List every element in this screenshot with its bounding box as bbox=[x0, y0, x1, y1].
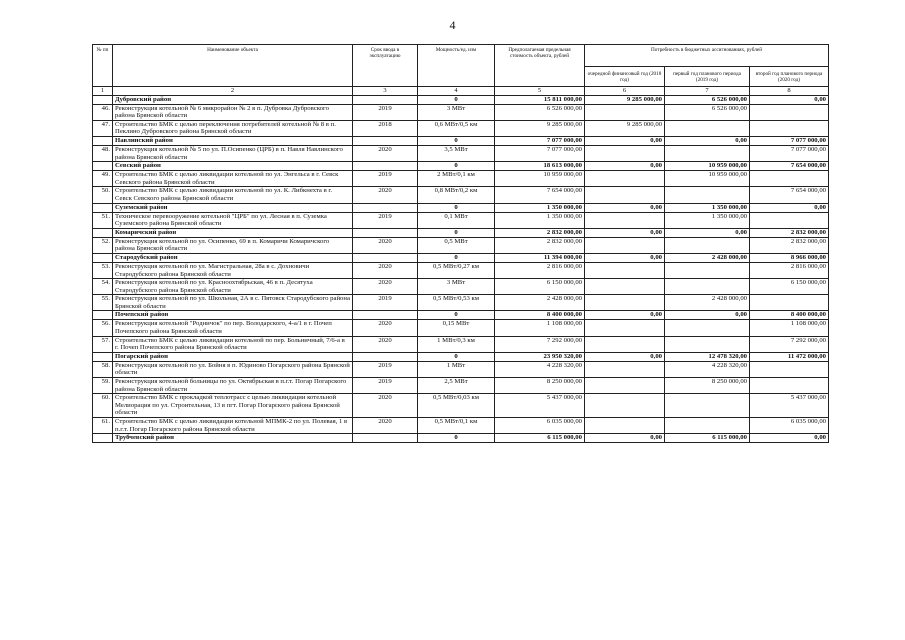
need-2020 bbox=[750, 295, 829, 311]
row-number: 53. bbox=[93, 262, 113, 278]
need-2018: 9 285 000,00 bbox=[585, 120, 665, 136]
max-cost: 2 428 000,00 bbox=[495, 295, 585, 311]
object-name: Реконструкция котельной по ул. Бойня в п. Юдиново Погарского района Брянской области bbox=[113, 361, 353, 377]
header-capacity: Мощность/ед. изм bbox=[418, 45, 495, 87]
need-2019 bbox=[665, 394, 750, 418]
table-row bbox=[93, 171, 829, 187]
need-2019 bbox=[665, 237, 750, 253]
table-row bbox=[93, 336, 829, 352]
column-number: 2 bbox=[113, 87, 353, 96]
object-name: Стародубский район bbox=[113, 253, 353, 262]
need-2020: 8 400 000,00 bbox=[750, 311, 829, 320]
table-row bbox=[93, 394, 829, 418]
need-2019 bbox=[665, 145, 750, 161]
max-cost: 6 150 000,00 bbox=[495, 279, 585, 295]
table-row bbox=[93, 104, 829, 120]
object-name: Реконструкция котельной по ул. Осипенко, 69 в п. Комаричи Комаричского района Брянской области bbox=[113, 237, 353, 253]
commission-year: 2020 bbox=[353, 145, 418, 161]
commission-year bbox=[353, 162, 418, 171]
need-2018: 0,00 bbox=[585, 253, 665, 262]
row-number: 59. bbox=[93, 378, 113, 394]
object-name: Реконструкция котельной № 5 по ул. П.Осипенко (ЦРБ) в п. Навля Навлинского района Брянской области bbox=[113, 145, 353, 161]
header-cost: Предполагаемая предельная стоимость объекта, рублей bbox=[495, 45, 585, 87]
max-cost: 1 108 000,00 bbox=[495, 320, 585, 336]
table-row bbox=[93, 237, 829, 253]
table-row bbox=[93, 279, 829, 295]
row-number: 46. bbox=[93, 104, 113, 120]
row-number bbox=[93, 228, 113, 237]
need-2020 bbox=[750, 212, 829, 228]
need-2019 bbox=[665, 320, 750, 336]
need-2018: 0,00 bbox=[585, 228, 665, 237]
max-cost: 6 526 000,00 bbox=[495, 104, 585, 120]
capacity: 0,5 МВт/0,03 км bbox=[418, 394, 495, 418]
commission-year bbox=[353, 203, 418, 212]
need-2020: 2 832 000,00 bbox=[750, 237, 829, 253]
need-2020: 2 832 000,00 bbox=[750, 228, 829, 237]
capacity: 3 МВт bbox=[418, 279, 495, 295]
table-row bbox=[93, 295, 829, 311]
max-cost: 7 077 000,00 bbox=[495, 145, 585, 161]
max-cost: 4 228 320,00 bbox=[495, 361, 585, 377]
commission-year: 2019 bbox=[353, 212, 418, 228]
row-number: 51. bbox=[93, 212, 113, 228]
need-2019: 0,00 bbox=[665, 311, 750, 320]
max-cost: 8 250 000,00 bbox=[495, 378, 585, 394]
need-2018 bbox=[585, 212, 665, 228]
max-cost: 5 437 000,00 bbox=[495, 394, 585, 418]
column-number: 8 bbox=[750, 87, 829, 96]
object-name: Севский район bbox=[113, 162, 353, 171]
max-cost: 11 394 000,00 bbox=[495, 253, 585, 262]
row-number: 56. bbox=[93, 320, 113, 336]
need-2020: 0,00 bbox=[750, 95, 829, 104]
object-name: Строительство БМК с целью ликвидации котельной по пер. Больничный, 7/6-а в г. Почеп Почепского района Брянской области bbox=[113, 336, 353, 352]
table-row bbox=[93, 120, 829, 136]
need-2018 bbox=[585, 336, 665, 352]
capacity: 0 bbox=[418, 203, 495, 212]
row-number: 58. bbox=[93, 361, 113, 377]
need-2020: 7 292 000,00 bbox=[750, 336, 829, 352]
capacity: 0 bbox=[418, 136, 495, 145]
need-2020: 6 035 000,00 bbox=[750, 418, 829, 434]
capacity: 0,5 МВт/0,27 км bbox=[418, 262, 495, 278]
capacity: 0 bbox=[418, 352, 495, 361]
commission-year: 2020 bbox=[353, 262, 418, 278]
need-2019 bbox=[665, 187, 750, 203]
header-year-3: второй год планового периода (2020 год) bbox=[750, 67, 829, 87]
max-cost: 2 832 000,00 bbox=[495, 228, 585, 237]
max-cost: 8 400 000,00 bbox=[495, 311, 585, 320]
commission-year bbox=[353, 228, 418, 237]
capacity: 0,1 МВт bbox=[418, 212, 495, 228]
commission-year: 2020 bbox=[353, 320, 418, 336]
need-2019: 0,00 bbox=[665, 228, 750, 237]
district-row bbox=[93, 162, 829, 171]
need-2019: 1 350 000,00 bbox=[665, 203, 750, 212]
commission-year: 2019 bbox=[353, 171, 418, 187]
district-row bbox=[93, 434, 829, 443]
need-2019: 10 959 000,00 bbox=[665, 162, 750, 171]
commission-year: 2020 bbox=[353, 394, 418, 418]
need-2018 bbox=[585, 237, 665, 253]
commission-year: 2020 bbox=[353, 237, 418, 253]
max-cost: 6 115 000,00 bbox=[495, 434, 585, 443]
column-number: 6 bbox=[585, 87, 665, 96]
object-name: Строительство БМК с целью ликвидации котельной по ул. К. Либкнехта в г. Севск Севского района Брянской области bbox=[113, 187, 353, 203]
table-row bbox=[93, 361, 829, 377]
object-name: Реконструкция котельной больницы по ул. Октябрьская в п.г.т. Погар Погарского района Брянской области bbox=[113, 378, 353, 394]
need-2020: 7 654 000,00 bbox=[750, 187, 829, 203]
max-cost: 18 613 000,00 bbox=[495, 162, 585, 171]
object-name: Реконструкция котельной по ул. Магистральная, 28а в с. Дохновичи Стародубского района Брянской области bbox=[113, 262, 353, 278]
object-name: Реконструкция котельной "Родничок" по пер. Володарского, 4-а/1 в г. Почеп Почепского района Брянской области bbox=[113, 320, 353, 336]
need-2020 bbox=[750, 104, 829, 120]
capacity: 1 МВт/0,3 км bbox=[418, 336, 495, 352]
need-2019 bbox=[665, 262, 750, 278]
max-cost: 7 077 000,00 bbox=[495, 136, 585, 145]
need-2018: 0,00 bbox=[585, 162, 665, 171]
max-cost: 10 959 000,00 bbox=[495, 171, 585, 187]
need-2018 bbox=[585, 378, 665, 394]
row-number: 49. bbox=[93, 171, 113, 187]
row-number bbox=[93, 203, 113, 212]
district-row bbox=[93, 95, 829, 104]
need-2020: 7 077 000,00 bbox=[750, 136, 829, 145]
commission-year bbox=[353, 136, 418, 145]
need-2018: 0,00 bbox=[585, 136, 665, 145]
header-year-2: первый год планового периода (2019 год) bbox=[665, 67, 750, 87]
commission-year bbox=[353, 352, 418, 361]
table-row bbox=[93, 418, 829, 434]
commission-year: 2020 bbox=[353, 187, 418, 203]
max-cost: 2 832 000,00 bbox=[495, 237, 585, 253]
row-number bbox=[93, 253, 113, 262]
need-2018 bbox=[585, 279, 665, 295]
max-cost: 1 350 000,00 bbox=[495, 203, 585, 212]
header-year-1: очередной финансовый год (2018 год) bbox=[585, 67, 665, 87]
need-2020 bbox=[750, 120, 829, 136]
commission-year: 2019 bbox=[353, 378, 418, 394]
capacity: 0 bbox=[418, 228, 495, 237]
object-name: Строительство БМК с целью ликвидации котельной по ул. Энгельса в г. Севск Севского района Брянской области bbox=[113, 171, 353, 187]
object-name: Суземский район bbox=[113, 203, 353, 212]
need-2019 bbox=[665, 336, 750, 352]
commission-year: 2020 bbox=[353, 336, 418, 352]
need-2018 bbox=[585, 361, 665, 377]
object-name: Реконструкция котельной по ул. Красноохтябрьская, 46 в п. Десятуха Стародубского района Брянской области bbox=[113, 279, 353, 295]
need-2019 bbox=[665, 120, 750, 136]
capacity: 0 bbox=[418, 253, 495, 262]
district-row bbox=[93, 136, 829, 145]
capacity: 0,6 МВт/0,5 км bbox=[418, 120, 495, 136]
need-2020: 11 472 000,00 bbox=[750, 352, 829, 361]
need-2020: 6 150 000,00 bbox=[750, 279, 829, 295]
row-number bbox=[93, 352, 113, 361]
commission-year: 2019 bbox=[353, 104, 418, 120]
row-number: 47. bbox=[93, 120, 113, 136]
column-number: 1 bbox=[93, 87, 113, 96]
commission-year: 2020 bbox=[353, 279, 418, 295]
capacity: 0 bbox=[418, 95, 495, 104]
header-num: № пп bbox=[93, 45, 113, 87]
need-2020: 0,00 bbox=[750, 434, 829, 443]
max-cost: 2 816 000,00 bbox=[495, 262, 585, 278]
row-number: 50. bbox=[93, 187, 113, 203]
object-name: Строительство БМК с прокладкой теплотрасс с целью ликвидации котельной Мелиорация по ул. Строительная, 13 в пгт. Погар Погарского района Брянской области bbox=[113, 394, 353, 418]
capacity: 0,5 МВт/0,1 км bbox=[418, 418, 495, 434]
row-number: 48. bbox=[93, 145, 113, 161]
district-row bbox=[93, 203, 829, 212]
commission-year bbox=[353, 253, 418, 262]
object-name: Дубровский район bbox=[113, 95, 353, 104]
max-cost: 9 285 000,00 bbox=[495, 120, 585, 136]
capacity: 0,5 МВт bbox=[418, 237, 495, 253]
need-2018: 0,00 bbox=[585, 434, 665, 443]
need-2018 bbox=[585, 295, 665, 311]
header-name: Наименование объекта bbox=[113, 45, 353, 87]
capacity: 2 МВт/0,1 км bbox=[418, 171, 495, 187]
row-number bbox=[93, 434, 113, 443]
object-name: Строительство БМК с целью ликвидации котельной МПМК-2 по ул. Полевая, 1 в п.г.т. Погар Погарского района Брянской области bbox=[113, 418, 353, 434]
column-number-row bbox=[93, 87, 829, 96]
column-number: 4 bbox=[418, 87, 495, 96]
capacity: 1 МВт bbox=[418, 361, 495, 377]
table-row bbox=[93, 187, 829, 203]
district-row bbox=[93, 228, 829, 237]
capacity: 0,5 МВт/0,53 км bbox=[418, 295, 495, 311]
need-2019: 2 428 000,00 bbox=[665, 253, 750, 262]
commission-year: 2019 bbox=[353, 361, 418, 377]
column-number: 7 bbox=[665, 87, 750, 96]
table-row bbox=[93, 378, 829, 394]
max-cost: 7 292 000,00 bbox=[495, 336, 585, 352]
need-2019 bbox=[665, 418, 750, 434]
row-number: 60. bbox=[93, 394, 113, 418]
table-row bbox=[93, 320, 829, 336]
row-number bbox=[93, 162, 113, 171]
table-row bbox=[93, 212, 829, 228]
capacity: 0 bbox=[418, 434, 495, 443]
need-2020: 7 654 000,00 bbox=[750, 162, 829, 171]
need-2020 bbox=[750, 378, 829, 394]
need-2019: 1 350 000,00 bbox=[665, 212, 750, 228]
row-number bbox=[93, 136, 113, 145]
need-2018 bbox=[585, 104, 665, 120]
need-2019: 12 478 320,00 bbox=[665, 352, 750, 361]
row-number: 54. bbox=[93, 279, 113, 295]
page-number: 4 bbox=[449, 18, 456, 32]
capacity: 2,5 МВт bbox=[418, 378, 495, 394]
need-2018 bbox=[585, 171, 665, 187]
need-2019: 2 428 000,00 bbox=[665, 295, 750, 311]
need-2019: 6 526 000,00 bbox=[665, 104, 750, 120]
max-cost: 6 035 000,00 bbox=[495, 418, 585, 434]
need-2020: 0,00 bbox=[750, 203, 829, 212]
commission-year: 2019 bbox=[353, 295, 418, 311]
capacity: 0 bbox=[418, 311, 495, 320]
budget-table bbox=[92, 44, 829, 443]
header-need: Потребность в бюджетных ассигнованиях, рублей bbox=[585, 45, 829, 67]
max-cost: 15 811 000,00 bbox=[495, 95, 585, 104]
need-2020: 1 108 000,00 bbox=[750, 320, 829, 336]
row-number bbox=[93, 95, 113, 104]
capacity: 0,8 МВт/0,2 км bbox=[418, 187, 495, 203]
row-number: 52. bbox=[93, 237, 113, 253]
need-2019: 8 250 000,00 bbox=[665, 378, 750, 394]
need-2018 bbox=[585, 320, 665, 336]
need-2018 bbox=[585, 262, 665, 278]
object-name: Реконструкция котельной № 6 микрорайон № 2 в п. Дубровка Дубровского района Брянской области bbox=[113, 104, 353, 120]
capacity: 3 МВт bbox=[418, 104, 495, 120]
need-2019: 0,00 bbox=[665, 136, 750, 145]
column-number: 3 bbox=[353, 87, 418, 96]
need-2018 bbox=[585, 187, 665, 203]
need-2018 bbox=[585, 145, 665, 161]
max-cost: 7 654 000,00 bbox=[495, 187, 585, 203]
table-header-row bbox=[93, 45, 829, 67]
need-2020 bbox=[750, 171, 829, 187]
need-2018: 0,00 bbox=[585, 352, 665, 361]
capacity: 3,5 МВт bbox=[418, 145, 495, 161]
object-name: Погарский район bbox=[113, 352, 353, 361]
need-2019: 4 228 320,00 bbox=[665, 361, 750, 377]
need-2018 bbox=[585, 394, 665, 418]
column-number: 5 bbox=[495, 87, 585, 96]
commission-year bbox=[353, 311, 418, 320]
row-number: 61. bbox=[93, 418, 113, 434]
object-name: Комаричский район bbox=[113, 228, 353, 237]
header-year: Срок ввода в эксплуатацию bbox=[353, 45, 418, 87]
max-cost: 23 950 320,00 bbox=[495, 352, 585, 361]
district-row bbox=[93, 352, 829, 361]
table-row bbox=[93, 145, 829, 161]
object-name: Навлинский район bbox=[113, 136, 353, 145]
district-row bbox=[93, 253, 829, 262]
need-2020: 7 077 000,00 bbox=[750, 145, 829, 161]
capacity: 0,15 МВт bbox=[418, 320, 495, 336]
need-2019: 6 526 000,00 bbox=[665, 95, 750, 104]
need-2018 bbox=[585, 418, 665, 434]
object-name: Реконструкция котельной по ул. Школьная, 2А в с. Пятовск Стародубского района Брянской области bbox=[113, 295, 353, 311]
row-number: 55. bbox=[93, 295, 113, 311]
need-2019 bbox=[665, 279, 750, 295]
need-2018: 0,00 bbox=[585, 203, 665, 212]
need-2020 bbox=[750, 361, 829, 377]
need-2019: 6 115 000,00 bbox=[665, 434, 750, 443]
commission-year: 2020 bbox=[353, 418, 418, 434]
need-2018: 0,00 bbox=[585, 311, 665, 320]
table-body bbox=[93, 95, 829, 443]
commission-year bbox=[353, 434, 418, 443]
row-number: 57. bbox=[93, 336, 113, 352]
object-name: Почепский район bbox=[113, 311, 353, 320]
need-2018: 9 285 000,00 bbox=[585, 95, 665, 104]
need-2020: 8 966 000,00 bbox=[750, 253, 829, 262]
need-2019: 10 959 000,00 bbox=[665, 171, 750, 187]
commission-year bbox=[353, 95, 418, 104]
table-row bbox=[93, 262, 829, 278]
need-2020: 2 816 000,00 bbox=[750, 262, 829, 278]
district-row bbox=[93, 311, 829, 320]
object-name: Строительство БМК с целью переключения потребителей котельной № 8 в п. Пеклино Дубровского района Брянской области bbox=[113, 120, 353, 136]
commission-year: 2018 bbox=[353, 120, 418, 136]
need-2020: 5 437 000,00 bbox=[750, 394, 829, 418]
object-name: Трубчевский район bbox=[113, 434, 353, 443]
object-name: Техническое перевооружение котельной "ЦРБ" по ул. Лесная в п. Суземка Суземского района Брянской области bbox=[113, 212, 353, 228]
row-number bbox=[93, 311, 113, 320]
capacity: 0 bbox=[418, 162, 495, 171]
max-cost: 1 350 000,00 bbox=[495, 212, 585, 228]
